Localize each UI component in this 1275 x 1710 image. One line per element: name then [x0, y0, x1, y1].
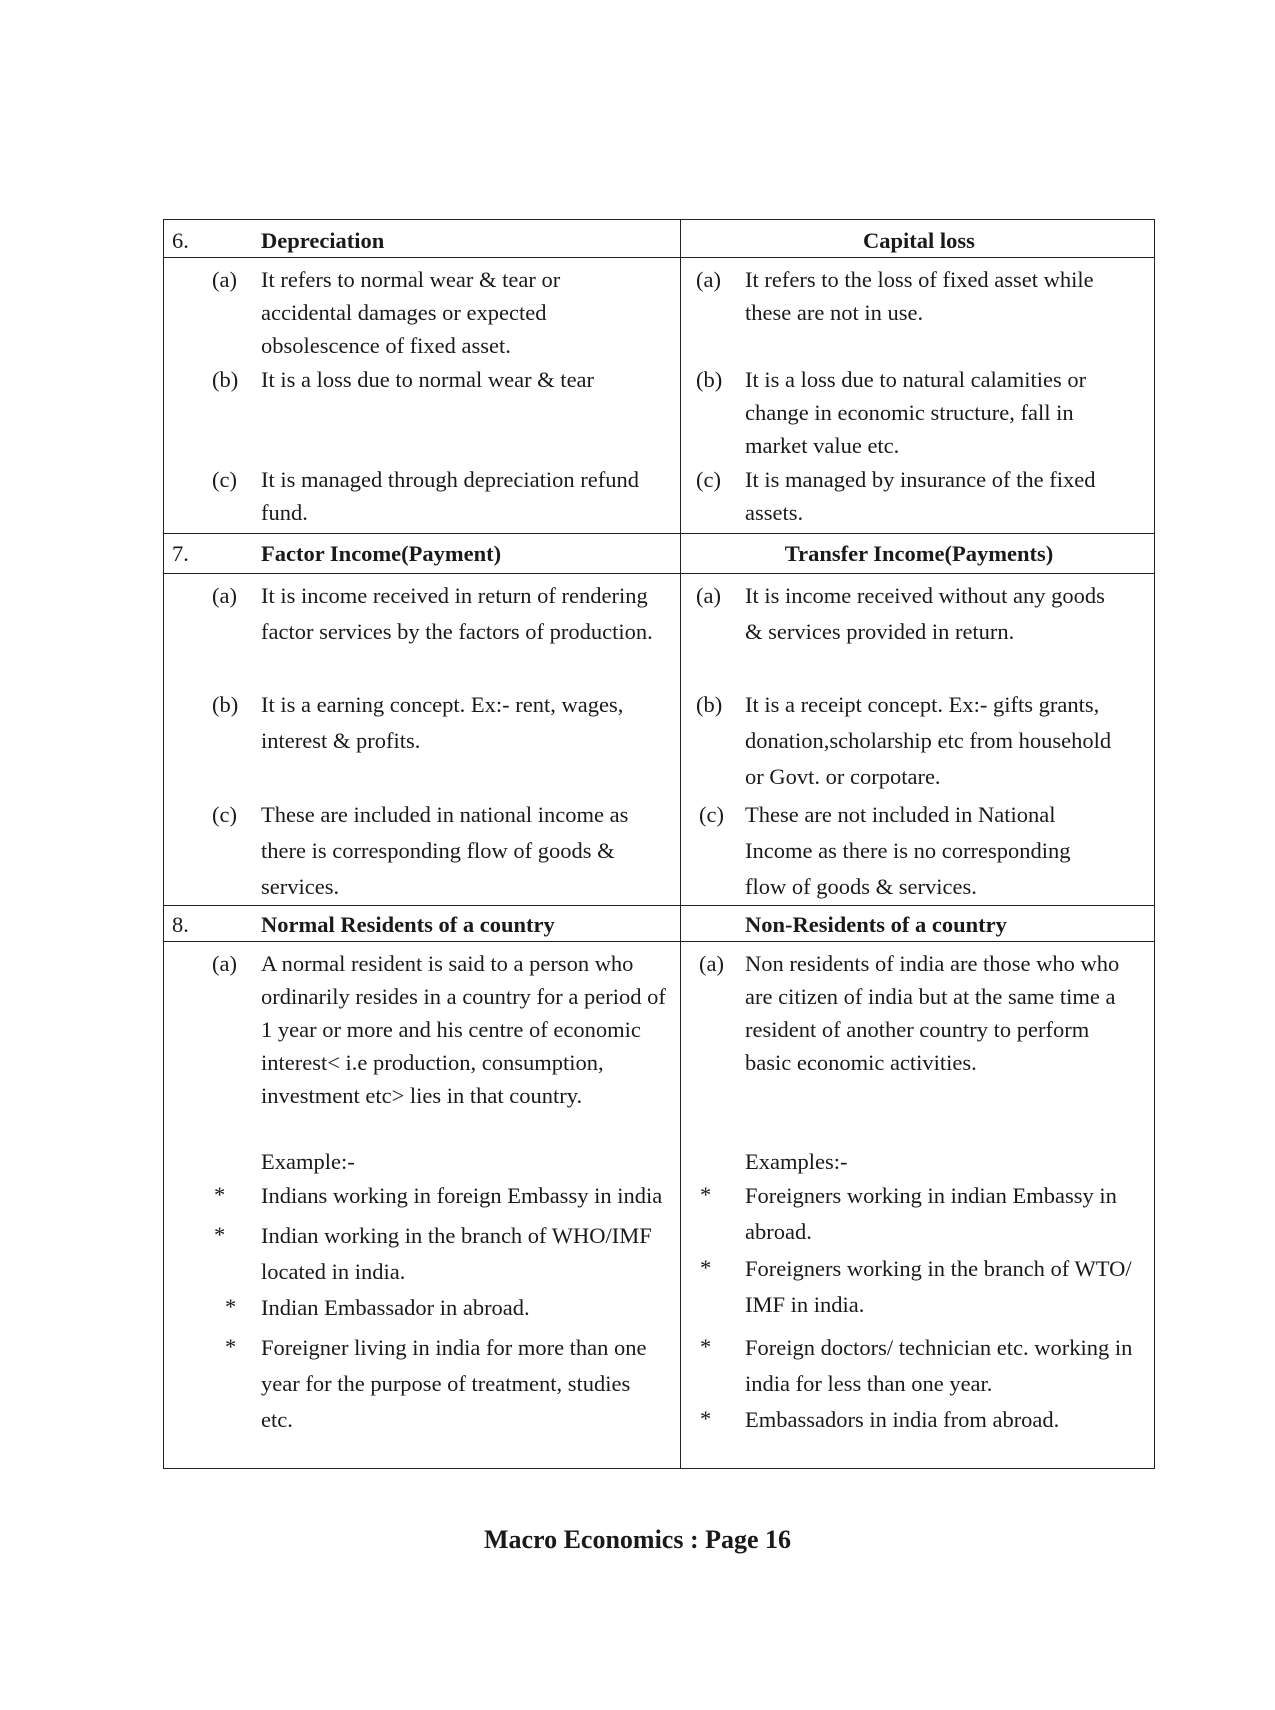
section-rule — [164, 905, 1154, 906]
row-left-text: It is a earning concept. Ex:- rent, wages, interest & profits. — [261, 692, 624, 753]
row-label: (b) — [696, 692, 723, 717]
row-label: (a) — [212, 583, 237, 608]
example-item: Foreigners working in indian Embassy in abroad. — [745, 1183, 1117, 1244]
heading-rule — [164, 941, 1154, 942]
row-label: (c) — [696, 467, 721, 492]
row-right-text: It is a receipt concept. Ex:- gifts grants, donation,scholarship etc from household or Govt. or corpotare. — [745, 692, 1112, 789]
comparison-table — [163, 219, 1155, 1469]
bullet: * — [214, 1222, 226, 1247]
example-item: Foreign doctors/ technician etc. working in india for less than one year. — [745, 1335, 1133, 1396]
section-number: 7. — [172, 541, 189, 566]
section-number: 6. — [172, 228, 189, 253]
heading-rule — [164, 573, 1154, 574]
row-label: (c) — [212, 467, 237, 492]
section-number: 8. — [172, 912, 189, 937]
row-right-text: Non residents of india are those who who are citizen of india but at the same time a resident of another country to perform basic economic activities. — [745, 951, 1120, 1075]
bullet: * — [700, 1182, 712, 1207]
row-left-text: It is income received in return of rendering factor services by the factors of production. — [261, 583, 653, 644]
row-right-text: It is income received without any goods & services provided in return. — [745, 583, 1105, 644]
section-left-heading: Normal Residents of a country — [261, 912, 555, 937]
section-left-heading: Depreciation — [261, 228, 385, 253]
row-label: (a) — [696, 583, 721, 608]
row-right-text: It is managed by insurance of the fixed assets. — [745, 467, 1096, 525]
example-item: Indian working in the branch of WHO/IMF located in india. — [261, 1223, 652, 1284]
row-label: (b) — [212, 367, 239, 392]
row-label: (c) — [212, 802, 237, 827]
section-right-heading: Non-Residents of a country — [745, 912, 1007, 937]
row-label: (a) — [699, 951, 724, 976]
bullet: * — [700, 1255, 712, 1280]
examples-title: Examples:- — [745, 1149, 848, 1174]
row-label: (a) — [212, 951, 237, 976]
page-footer: Macro Economics : Page 16 — [483, 1525, 792, 1554]
row-left-text: It is managed through depreciation refund fund. — [261, 467, 639, 525]
row-left-text: It is a loss due to normal wear & tear — [261, 367, 595, 392]
section-right-heading: Transfer Income(Payments) — [784, 541, 1054, 566]
section-left-heading: Factor Income(Payment) — [261, 541, 502, 566]
row-right-text: It is a loss due to natural calamities or change in economic structure, fall in market value etc. — [745, 367, 1087, 458]
section-rule — [164, 533, 1154, 534]
row-label: (b) — [212, 692, 239, 717]
row-left-text: These are included in national income as there is corresponding flow of goods & services. — [261, 802, 629, 899]
row-right-text: These are not included in National Income as there is no corresponding flow of goods & services. — [745, 802, 1071, 899]
row-label: (b) — [696, 367, 723, 392]
row-right-text: It refers to the loss of fixed asset while these are not in use. — [745, 267, 1094, 325]
row-left-text: A normal resident is said to a person who ordinarily resides in a country for a period of 1 year or more and his centre of economic interest< i.e production, consumption, investment etc> lies in that country. — [261, 951, 666, 1108]
row-label: (a) — [212, 267, 237, 292]
column-divider — [680, 220, 681, 1468]
bullet: * — [225, 1334, 237, 1359]
row-label: (a) — [696, 267, 721, 292]
bullet: * — [700, 1406, 712, 1431]
bullet: * — [700, 1334, 712, 1359]
heading-rule — [164, 257, 1154, 258]
section-right-heading: Capital loss — [863, 228, 975, 253]
example-item: Indians working in foreign Embassy in india — [261, 1183, 663, 1208]
examples-title: Example:- — [261, 1149, 355, 1174]
example-item: Foreigner living in india for more than one year for the purpose of treatment, studies etc. — [261, 1335, 647, 1432]
bullet: * — [225, 1294, 237, 1319]
example-item: Indian Embassador in abroad. — [261, 1295, 530, 1320]
row-label: (c) — [699, 802, 724, 827]
example-item: Foreigners working in the branch of WTO/ IMF in india. — [745, 1256, 1132, 1317]
row-left-text: It refers to normal wear & tear or accidental damages or expected obsolescence of fixed asset. — [261, 267, 561, 358]
example-item: Embassadors in india from abroad. — [745, 1407, 1060, 1432]
bullet: * — [214, 1182, 226, 1207]
